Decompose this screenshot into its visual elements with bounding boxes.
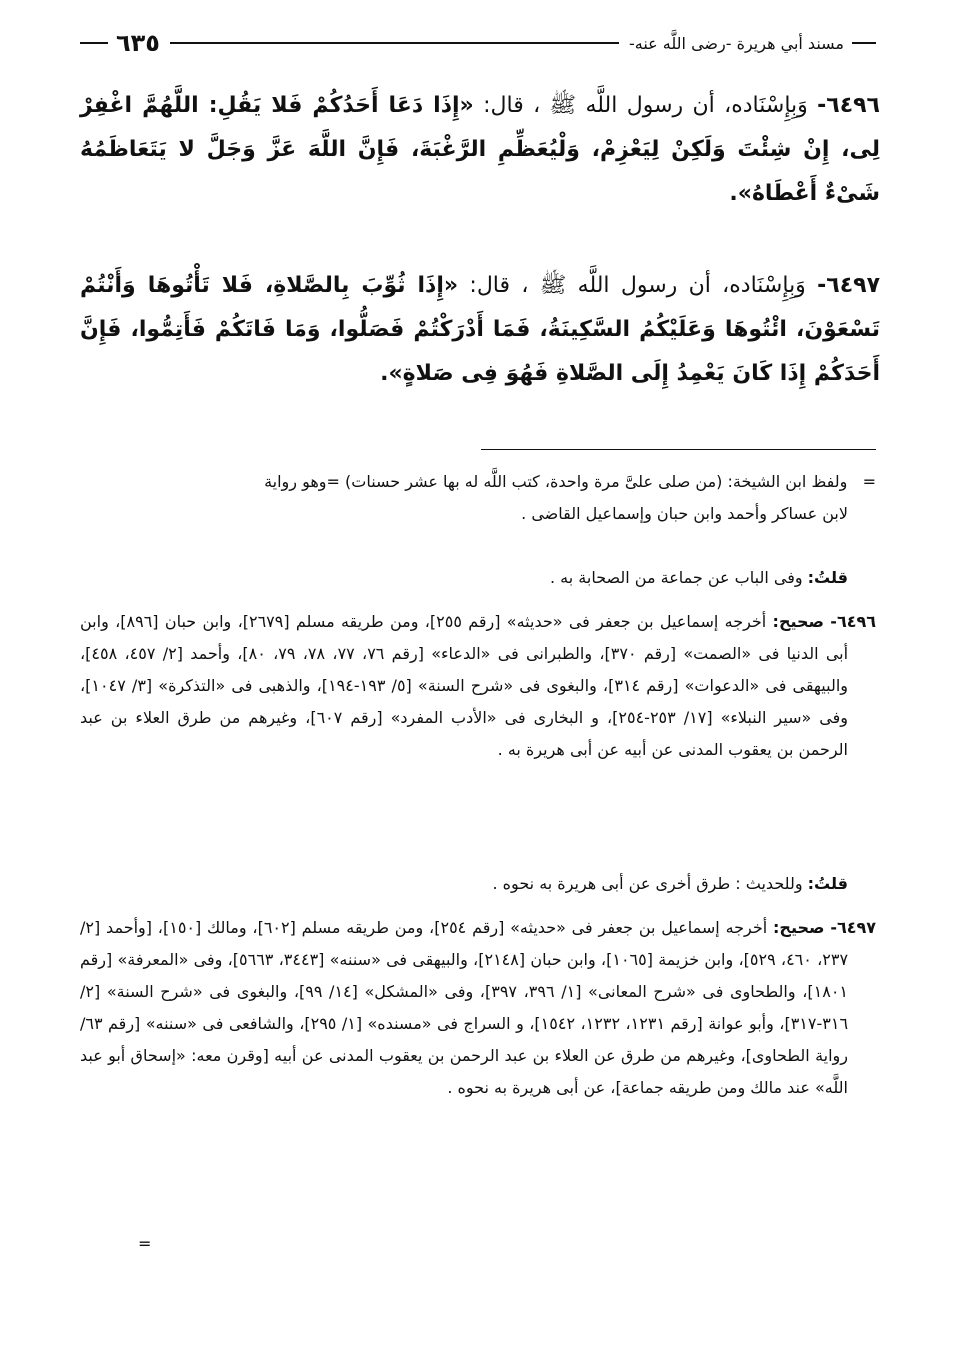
- hadith-number: ٦٤٩٦-: [817, 93, 880, 118]
- continuation-mark: =: [862, 472, 876, 491]
- footnote-6497: [80, 912, 876, 1104]
- footnote-text: أخرجه إسماعيل بن جعفر فى «حديثه» [رقم ٢٥٤]، ومن طريقه مسلم [٦٠٢]، ومالك [١٥٠]، [وأحمد [٢/ ٢٣٧، ٤٦٠، ٥٢٩]، وابن خزيمة [١٠٦٥]، وابن حبان [٢١٤٨]، والبيهقى فى «سننه» [٣٤٤٣، ٥٦٦٣]، وفى «المعرفة» [رقم ١٨٠١]، والطحاوى فى «شرح المعانى» [١/ ٣٩٦، ٣٩٧]، وفى «المشكل» [١٤/ ٩٩]، والبغوى فى «شرح السنة» [٢/ ٣١٦-٣١٧]، وأبو عوانة [رقم ١٢٣١، ١٢٣٢، ١٥٤٢]، و السراج فى «مسنده» [١/ ٢٩٥]، والشافعى فى «سننه» [رقم ٦٣/ رواية الطحاوى]، وغيرهم من طرق عن العلاء بن عبد الرحمن بن يعقوب المدنى عن أبيه [وقرن معه: «إسحاق أبو عبد اللَّه» عند مالك ومن طريقه جماعة]، عن أبى هريرة به نحوه .: [80, 918, 849, 1097]
- footnote-separator: [481, 449, 876, 450]
- footnote-line: لابن عساكر وأحمد وابن حبان وإسماعيل القاضى .: [521, 504, 848, 523]
- running-title: مسند أبي هريرة -رضى اللَّه عنه-: [628, 33, 844, 53]
- hadith-isnad: وَبِإِسْنَاده، أن رسول اللَّه ﷺ ، قال:: [469, 273, 806, 298]
- continuation-mark: =: [138, 1234, 152, 1253]
- note-label: قلتُ:: [807, 568, 848, 587]
- header-dash: [80, 42, 108, 44]
- header-rule: [170, 42, 619, 44]
- hadith-matn: «إِذَا دَعَا أَحَدُكُمْ فَلا يَقُلِ: اللَّهُمَّ اغْفِرْ لِى، إِنْ شِئْتَ وَلَكِنْ لِيَعْزِمْ، وَلْيُعَظِّمِ الرَّغْبَةَ، فَإِنَّ اللَّهَ عَزَّ وَجَلَّ لا يَتَعَاظَمُهُ شَىْءٌ أَعْطَاهُ».: [80, 93, 880, 206]
- page-number: ٦٣٥: [116, 29, 160, 57]
- footnote-line: = ولفظ ابن الشيخة: (من صلى علىَّ مرة واحدة، كتب اللَّه له بها عشر حسنات) =وهو رواية: [264, 472, 876, 491]
- hadith-matn: «إِذَا ثُوِّبَ بِالصَّلاةِ، فَلا تَأْتُوهَا وَأَنْتُمْ تَسْعَوْنَ، ائْتُوهَا وَعَلَيْكُمُ السَّكِينَةُ، فَمَا أَدْرَكْتُمْ فَصَلُّوا، وَمَا فَاتَكُمْ فَأَتِمُّوا، فَإِنَّ أَحَدَكُمْ إِذَا كَانَ يَعْمِدُ إِلَى الصَّلاةِ فَهُوَ فِى صَلاةٍ».: [80, 273, 880, 386]
- hadith-6496: [80, 84, 880, 216]
- footnote-body: [80, 606, 876, 766]
- note-label: قلتُ:: [807, 874, 848, 893]
- note-text: وفى الباب عن جماعة من الصحابة به .: [550, 568, 803, 587]
- footnote-text: أخرجه إسماعيل بن جعفر فى «حديثه» [رقم ٢٥٥]، ومن طريقه مسلم [٢٦٧٩]، وابن حبان [٨٩٦]، وابن أبى الدنيا فى «الصمت» [رقم ٣٧٠]، والطبرانى فى «الدعاء» [رقم ٧٦، ٧٧، ٧٨، ٧٩، ٨٠]، وأحمد [٢/ ٤٥٧، ٤٥٨]، والبيهقى فى «الدعوات» [رقم ٣١٤]، والبغوى فى «شرح السنة» [٥/ ١٩٣-١٩٤]، والذهبى فى «التذكرة» [٣/ ١٠٤٧]، وفى «سير النبلاء» [١٧/ ٢٥٣-٢٥٤]، و البخارى فى «الأدب المفرد» [رقم ٦٠٧]، وغيرهم من طرق العلاء بن عبد الرحمن بن يعقوب المدنى عن أبيه عن أبى هريرة به .: [80, 612, 849, 759]
- hadith-isnad: وَبِإِسْنَاده، أن رسول اللَّه ﷺ ، قال:: [483, 93, 808, 118]
- footnote-note: [80, 562, 876, 594]
- grade-label: صحيح:: [772, 612, 824, 631]
- footnote-note: [80, 868, 876, 900]
- grade-label: صحيح:: [773, 918, 825, 937]
- footnote-body: [80, 912, 876, 1104]
- note-text: وللحديث : طرق أخرى عن أبى هريرة به نحوه .: [492, 874, 803, 893]
- page-header: [80, 28, 876, 58]
- hadith-6497: [80, 264, 880, 396]
- footnote-6496: [80, 606, 876, 766]
- footnote-continued: [80, 466, 876, 530]
- footnote-number: ٦٤٩٦-: [830, 612, 876, 631]
- hadith-number: ٦٤٩٧-: [817, 273, 880, 298]
- footnote-number: ٦٤٩٧-: [830, 918, 877, 937]
- header-dash: [852, 42, 876, 44]
